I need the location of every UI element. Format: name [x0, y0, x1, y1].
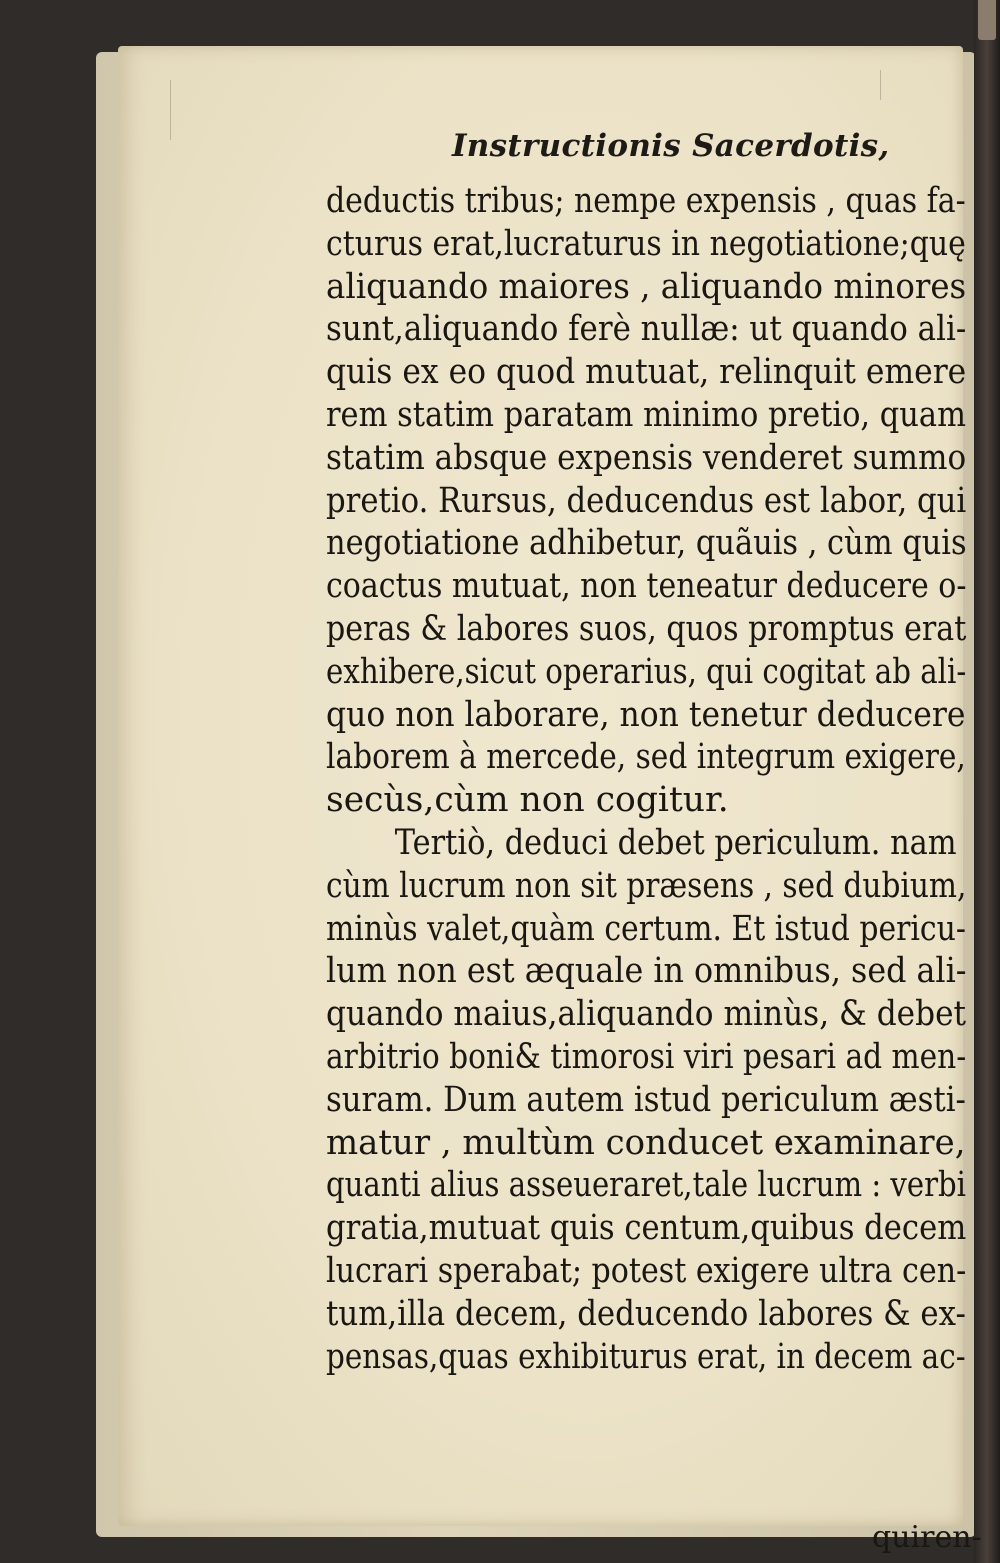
text-line: aliquando maiores , aliquando minores — [326, 266, 967, 307]
text-line: lucrari sperabat; potest exigere ultra cen- — [326, 1250, 967, 1291]
text-line: minùs valet,quàm certum. Et istud pericu- — [326, 908, 966, 949]
text-line: tum,illa decem, deducendo labores & ex- — [326, 1293, 966, 1334]
paragraph-start-line: Tertiò, deduci debet periculum. nam — [394, 822, 957, 863]
text-line: sunt,aliquando ferè nullæ: ut quando ali- — [326, 309, 967, 350]
text-line: peras & labores suos, quos promptus erat — [326, 608, 967, 649]
text-line: pretio. Rursus, deducendus est labor, qui — [326, 480, 967, 521]
text-line: exhibere,sicut operarius, qui cogitat ab ali- — [326, 651, 967, 692]
text-line: quanti alius asseueraret,tale lucrum : verbi — [326, 1165, 966, 1206]
text-line: cturus erat,lucraturus in negotiatione;quę — [326, 223, 966, 264]
text-line: pensas,quas exhibiturus erat, in decem ac- — [326, 1336, 966, 1377]
text-line: arbitrio boni& timorosi viri pesari ad men- — [326, 1036, 967, 1077]
binding-tab — [978, 0, 996, 40]
running-head: Instructionis Sacerdotis, — [452, 128, 890, 164]
book-binding — [974, 0, 1000, 1563]
text-line: suram. Dum autem istud periculum æsti- — [326, 1079, 966, 1120]
text-line: coactus mutuat, non teneatur deducere o- — [326, 566, 967, 607]
text-line: rem statim paratam minimo pretio, quam — [326, 394, 966, 435]
text-line: secùs,cùm non cogitur. — [326, 780, 729, 821]
text-line: negotiatione adhibetur, quãuis , cùm quis — [326, 523, 967, 564]
margin-pencil-mark — [170, 80, 171, 140]
text-line: gratia,mutuat quis centum,quibus decem — [326, 1208, 967, 1249]
text-line: quando maius,aliquando minùs, & debet — [326, 994, 967, 1035]
text-line: cùm lucrum non sit præsens , sed dubium, — [326, 865, 967, 906]
text-line: lum non est æquale in omnibus, sed ali- — [326, 951, 967, 992]
body-text — [326, 180, 966, 1378]
catchword: quiren- — [872, 1520, 982, 1555]
text-line: deductis tribus; nempe expensis , quas fa- — [326, 181, 966, 221]
text-line: quo non laborare, non tenetur deducere — [326, 694, 966, 735]
margin-pencil-mark — [880, 70, 881, 100]
text-line: statim absque expensis venderet summo — [326, 437, 967, 478]
text-line: laborem à mercede, sed integrum exigere, — [326, 737, 966, 778]
text-line: quis ex eo quod mutuat, relinquit emere — [326, 352, 967, 393]
text-line: matur , multùm conducet examinare, — [326, 1122, 966, 1163]
